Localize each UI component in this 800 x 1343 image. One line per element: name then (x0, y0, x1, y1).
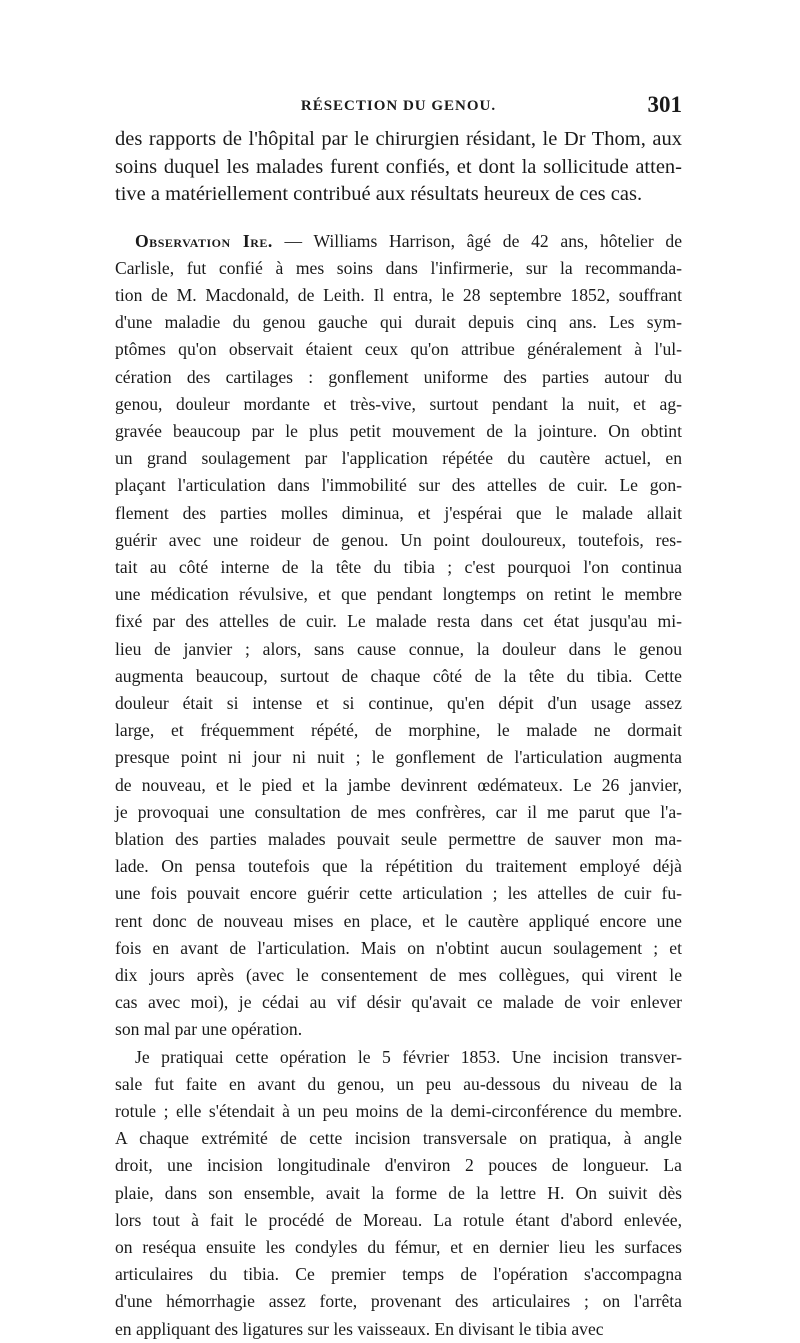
text-line: genou, douleur mordante et très-vive, surtout pendant la nuit, et ag- (115, 393, 682, 414)
text-line: gravée beaucoup par le plus petit mouvement de la jointure. On obtint (115, 420, 682, 441)
text-line: cas avec moi), je cédai au vif désir qu'avait ce malade de voir enlever (115, 992, 682, 1013)
text-line: son mal par une opération. (115, 1019, 303, 1040)
text-line: lade. On pensa toutefois que la répétition du traitement employé déjà (115, 856, 682, 877)
text-line: Je pratiquai cette opération le 5 février 1853. Une incision transver- (135, 1046, 682, 1067)
page-number: 301 (647, 92, 682, 117)
text-line: large, et fréquemment répété, de morphine, le malade ne dormait (115, 720, 682, 741)
text-line: plaçant l'articulation dans l'immobilité sur des attelles de cuir. Le gon- (115, 475, 682, 496)
text-line: tion de M. Macdonald, de Leith. Il entra, le 28 septembre 1852, souffrant (115, 284, 682, 305)
observation-paragraph (115, 255, 682, 1044)
text-line: presque point ni jour ni nuit ; le gonflement de l'articulation augmenta (115, 747, 682, 768)
text-line: ptômes qu'on observait étaient ceux qu'on attribue généralement à l'ul- (115, 339, 682, 360)
text-line: rotule ; elle s'étendait à un peu moins de la demi-circonférence du membre. (115, 1101, 682, 1121)
text-line: sale fut faite en avant du genou, un peu au-dessous du niveau de la (115, 1073, 682, 1094)
text-line: Carlisle, fut confié à mes soins dans l'infirmerie, sur la recommanda- (115, 257, 682, 278)
text-line: douleur était si intense et si continue, qu'en dépit d'un usage assez (115, 692, 682, 713)
text-line: soins duquel les malades furent confiés, et dont la sollicitude atten- (115, 155, 682, 178)
text-line: d'une maladie du genou gauche qui durait depuis cinq ans. Les sym- (115, 312, 682, 333)
text-line: une fois pouvait encore guérir cette articulation ; les attelles de cuir fu- (115, 883, 682, 904)
text-line: tait au côté interne de la tête du tibia ; c'est pourquoi l'on continua (115, 556, 682, 577)
text-line: dix jours après (avec le consentement de mes collègues, qui virent le (115, 964, 682, 985)
text-line: articulaires du tibia. Ce premier temps de l'opération s'accompagna (115, 1264, 682, 1285)
intro-paragraph (115, 126, 682, 209)
text-line: des rapports de l'hôpital par le chirurgien résidant, le Dr Thom, aux (115, 128, 682, 150)
text-line: on reséqua ensuite les condyles du fémur, et en dernier lieu les surfaces (115, 1237, 682, 1258)
running-title: RÉSECTION DU GENOU. (300, 98, 497, 114)
observation-section (115, 228, 682, 1343)
text-line: fois en avant de l'articulation. Mais on n'obtint aucun soulagement ; et (115, 937, 682, 958)
text-line: rent donc de nouveau mises en place, et le cautère appliqué encore une (115, 910, 682, 931)
book-page (115, 92, 682, 1343)
text-line: blation des parties malades pouvait seule permettre de sauver mon ma- (115, 828, 682, 849)
text-line: fixé par des attelles de cuir. Le malade resta dans cet état jusqu'au mi- (115, 611, 682, 632)
text-line: guérir avec une roideur de genou. Un point douloureux, toutefois, res- (115, 529, 682, 550)
text-line: je provoquai une consultation de mes confrères, car il me parut que l'a- (115, 801, 682, 822)
text-line: de nouveau, et le pied et la jambe devinrent œdémateux. Le 26 janvier, (115, 774, 682, 795)
text-line: un grand soulagement par l'application répétée du cautère actuel, en (115, 448, 682, 469)
text-line: lieu de janvier ; alors, sans cause connue, la douleur dans le genou (115, 638, 682, 659)
page-header (115, 92, 682, 126)
observation-first-line (115, 228, 682, 255)
operation-paragraph (115, 1044, 682, 1343)
text-line: augmenta beaucoup, surtout de chaque côté de la tête du tibia. Cette (115, 665, 682, 686)
text-line: tive a matériellement contribué aux résultats heureux de ces cas. (115, 183, 643, 205)
text-line: en appliquant des ligatures sur les vaisseaux. En divisant le tibia avec (115, 1318, 604, 1339)
text-line: une médication révulsive, et que pendant longtemps on retint le membre (115, 584, 682, 605)
text-line: A chaque extrémité de cette incision transversale on pratiqua, à angle (115, 1128, 682, 1149)
text-line: flement des parties molles diminua, et j'espérai que le malade allait (115, 502, 682, 523)
text-line: droit, une incision longitudinale d'environ 2 pouces de longueur. La (115, 1155, 682, 1176)
text-line: d'une hémorrhagie assez forte, provenant des articulaires ; on l'arrêta (115, 1291, 682, 1312)
observation-first-line-text: — Williams Harrison, âgé de 42 ans, hôtelier de (284, 230, 683, 251)
text-line: cération des cartilages : gonflement uniforme des parties autour du (115, 366, 682, 387)
observation-label: Observation Ire. (135, 230, 273, 251)
text-line: lors tout à fait le procédé de Moreau. La rotule étant d'abord enlevée, (115, 1209, 682, 1230)
text-line: plaie, dans son ensemble, avait la forme de la lettre H. On suivit dès (115, 1182, 682, 1203)
